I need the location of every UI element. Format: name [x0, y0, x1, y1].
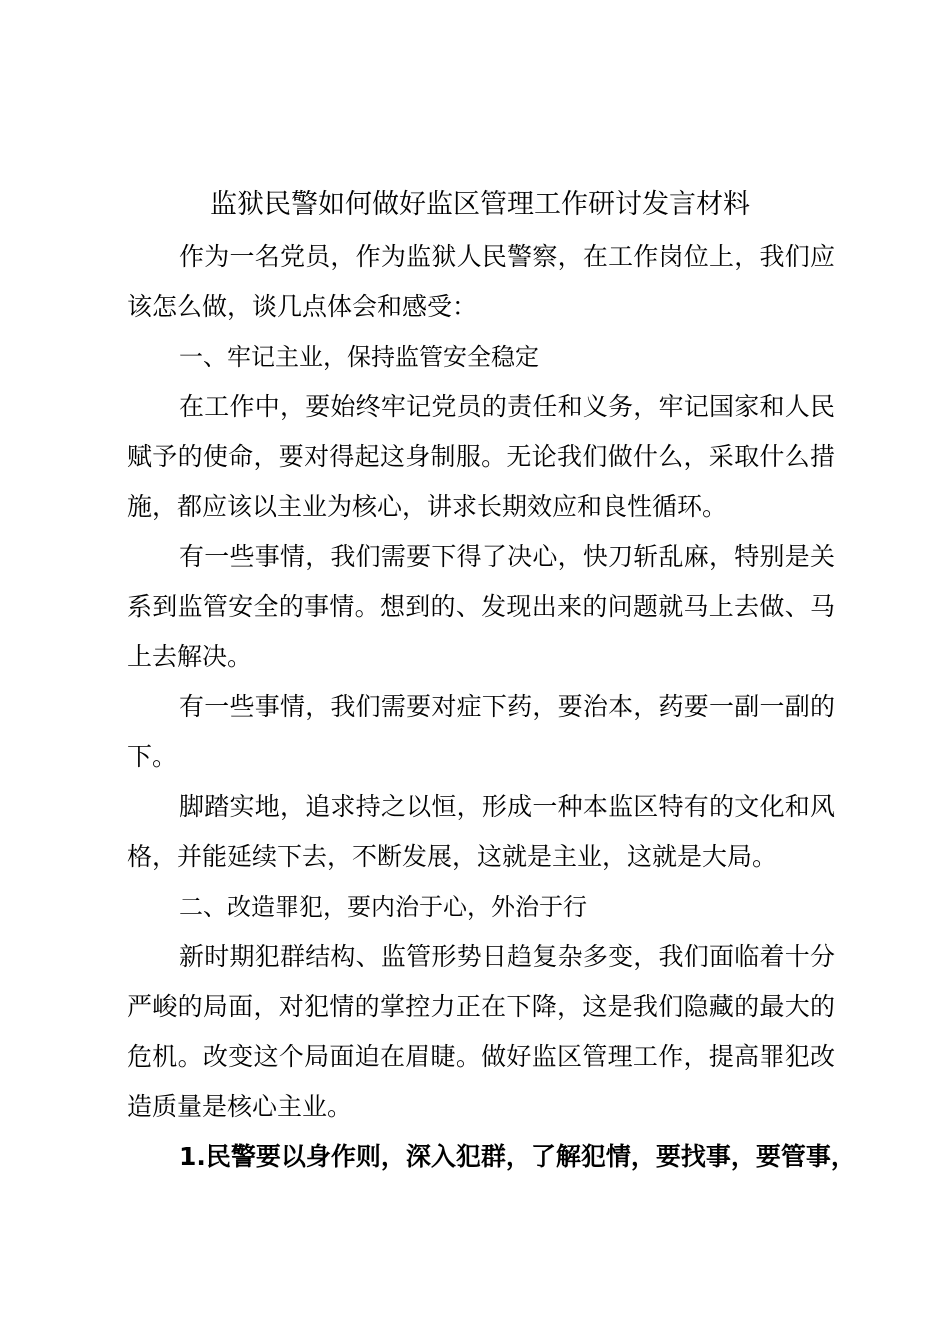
paragraph-intro: 作为一名党员，作为监狱人民警察，在工作岗位上，我们应该怎么做，谈几点体会和感受： — [127, 242, 835, 321]
paragraph-duty: 在工作中，要始终牢记党员的责任和义务，牢记国家和人民赋予的使命，要对得起这身制服。无论我们做什么，采取什么措施，都应该以主业为核心，讲求长期效应和良性循环。 — [127, 392, 835, 521]
document-title: 监狱民警如何做好监区管理工作研讨发言材料 — [210, 189, 750, 220]
section-heading-2: 二、改造罪犯，要内治于心，外治于行 — [179, 893, 587, 921]
document-body — [127, 232, 856, 1182]
paragraph-decisive: 有一些事情，我们需要下得了决心，快刀斩乱麻，特别是关系到监管安全的事情。想到的、发现出来的问题就马上去做、马上去解决。 — [127, 542, 835, 671]
paragraph-situation: 新时期犯群结构、监管形势日趋复杂多变，我们面临着十分严峻的局面，对犯情的掌控力正在下降，这是我们隐藏的最大的危机。改变这个局面迫在眉睫。做好监区管理工作，提高罪犯改造质量是核心主业。 — [127, 942, 835, 1121]
paragraph-culture: 脚踏实地，追求持之以恒，形成一种本监区特有的文化和风格，并能延续下去，不断发展，这就是主业，这就是大局。 — [127, 792, 835, 871]
subheading-1: 1.民警要以身作则，深入犯群，了解犯情，要找事，要管事， — [179, 1142, 856, 1171]
paragraph-root-cause: 有一些事情，我们需要对症下药，要治本，药要一副一副的下。 — [127, 692, 835, 771]
section-heading-1: 一、牢记主业，保持监管安全稳定 — [179, 343, 539, 371]
